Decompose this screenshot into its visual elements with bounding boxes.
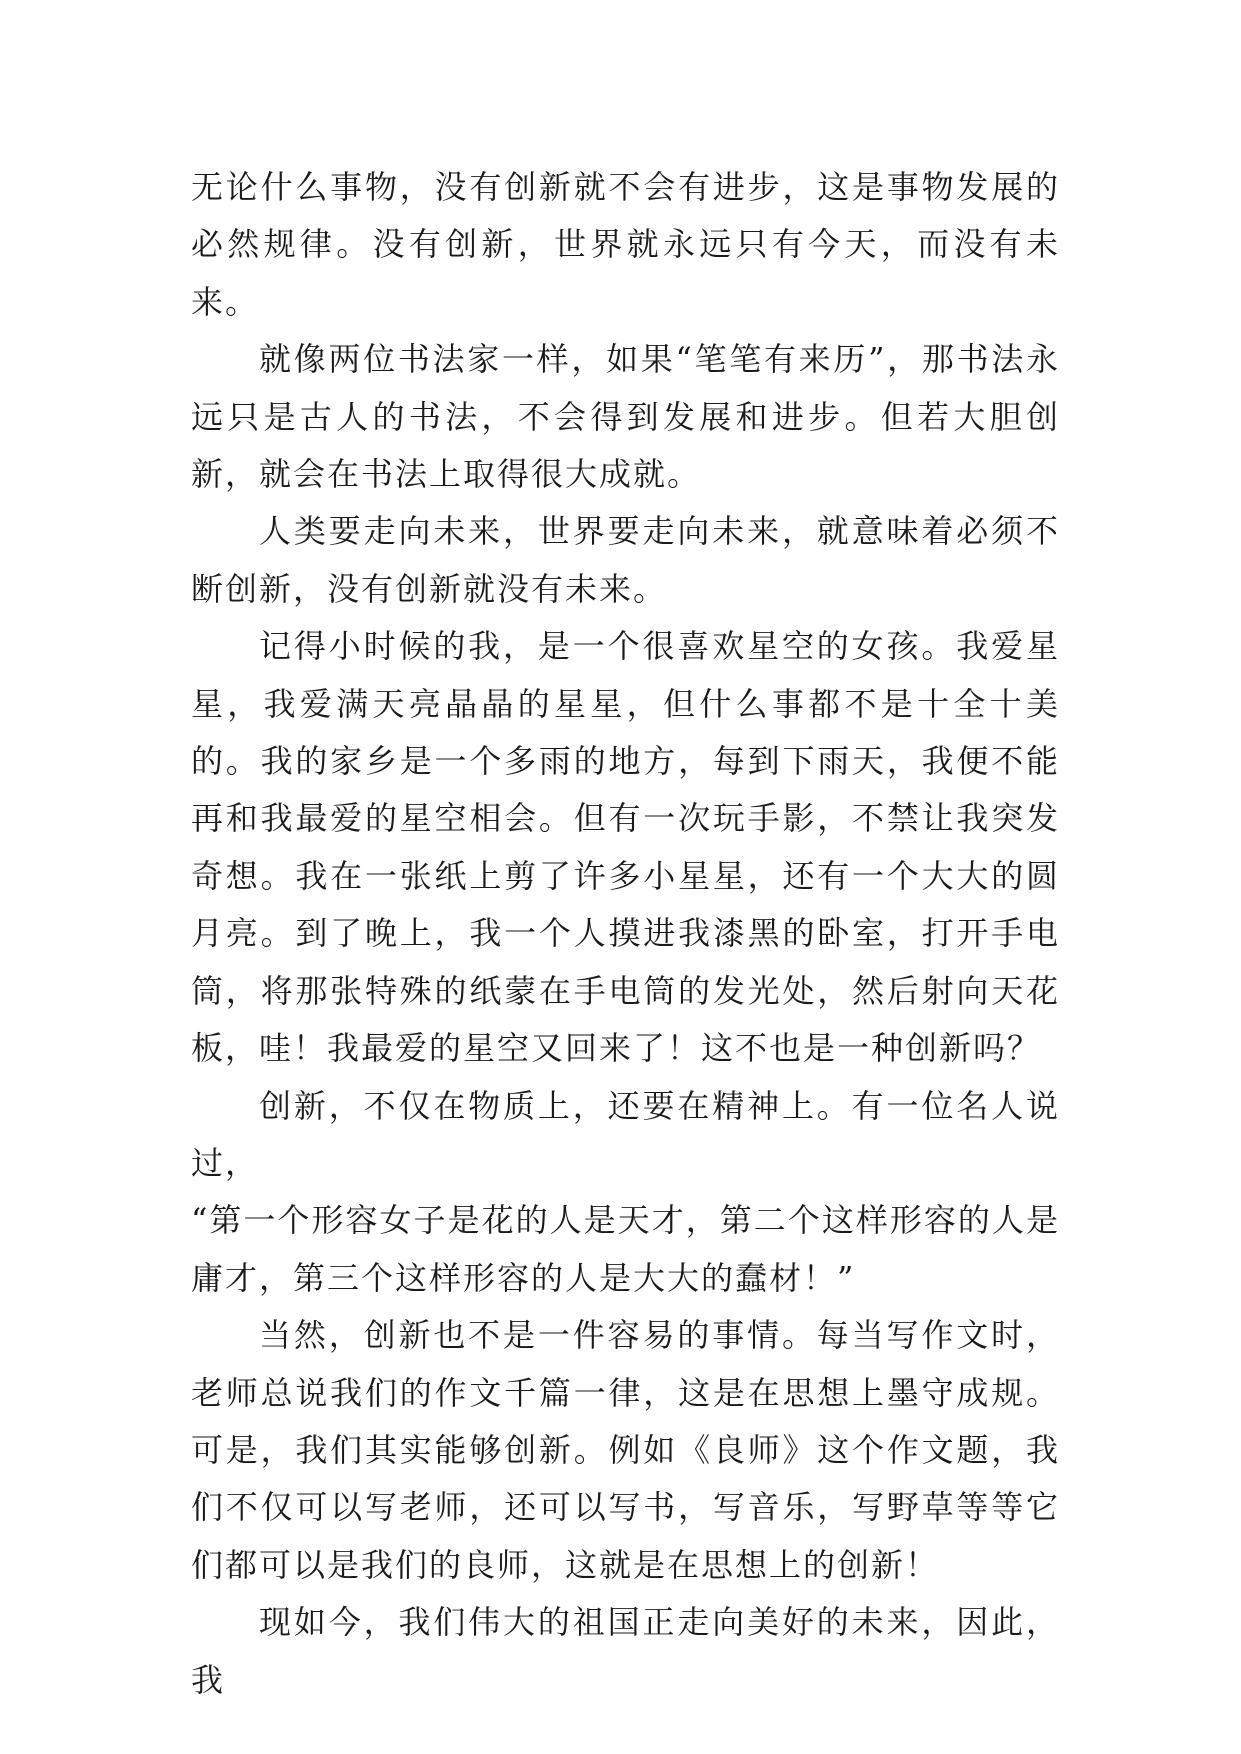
paragraph-3: 人类要走向未来，世界要走向未来，就意味着必须不断创新，没有创新就没有未来。 — [191, 512, 1060, 608]
paragraph-5: 创新，不仅在物质上，还要在精神上。有一位名人说过， — [191, 1086, 1060, 1182]
paragraph-7: 当然，创新也不是一件容易的事情。每当写作文时，老师总说我们的作文千篇一律，这是在思想上墨守成规。可是，我们其实能够创新。例如《良师》这个作文题，我们不仅可以写老师，还可以写书，写音乐，写野草等等它们都可以是我们的良师，这就是在思想上的创新！ — [191, 1316, 1060, 1584]
paragraph-2: 就像两位书法家一样，如果“笔笔有来历”，那书法永远只是古人的书法，不会得到发展和进步。但若大胆创新，就会在书法上取得很大成就。 — [191, 340, 1060, 494]
paragraph-4: 记得小时候的我，是一个很喜欢星空的女孩。我爱星星，我爱满天亮晶晶的星星，但什么事都不是十全十美的。我的家乡是一个多雨的地方，每到下雨天，我便不能再和我最爱的星空相会。但有一次玩手影，不禁让我突发奇想。我在一张纸上剪了许多小星星，还有一个大大的圆月亮。到了晚上，我一个人摸进我漆黑的卧室，打开手电筒，将那张特殊的纸蒙在手电筒的发光处，然后射向天花板，哇！我最爱的星空又回来了！这不也是一种创新吗？ — [191, 627, 1060, 1068]
paragraph-6: “第一个形容女子是花的人是天才，第二个这样形容的人是庸才，第三个这样形容的人是大大的蠢材！” — [191, 1201, 1060, 1297]
paragraph-1: 无论什么事物，没有创新就不会有进步，这是事物发展的必然规律。没有创新，世界就永远只有今天，而没有未来。 — [191, 168, 1060, 321]
paragraph-8: 现如今，我们伟大的祖国正走向美好的未来，因此，我 — [191, 1603, 1060, 1699]
essay-body — [191, 159, 1060, 1709]
